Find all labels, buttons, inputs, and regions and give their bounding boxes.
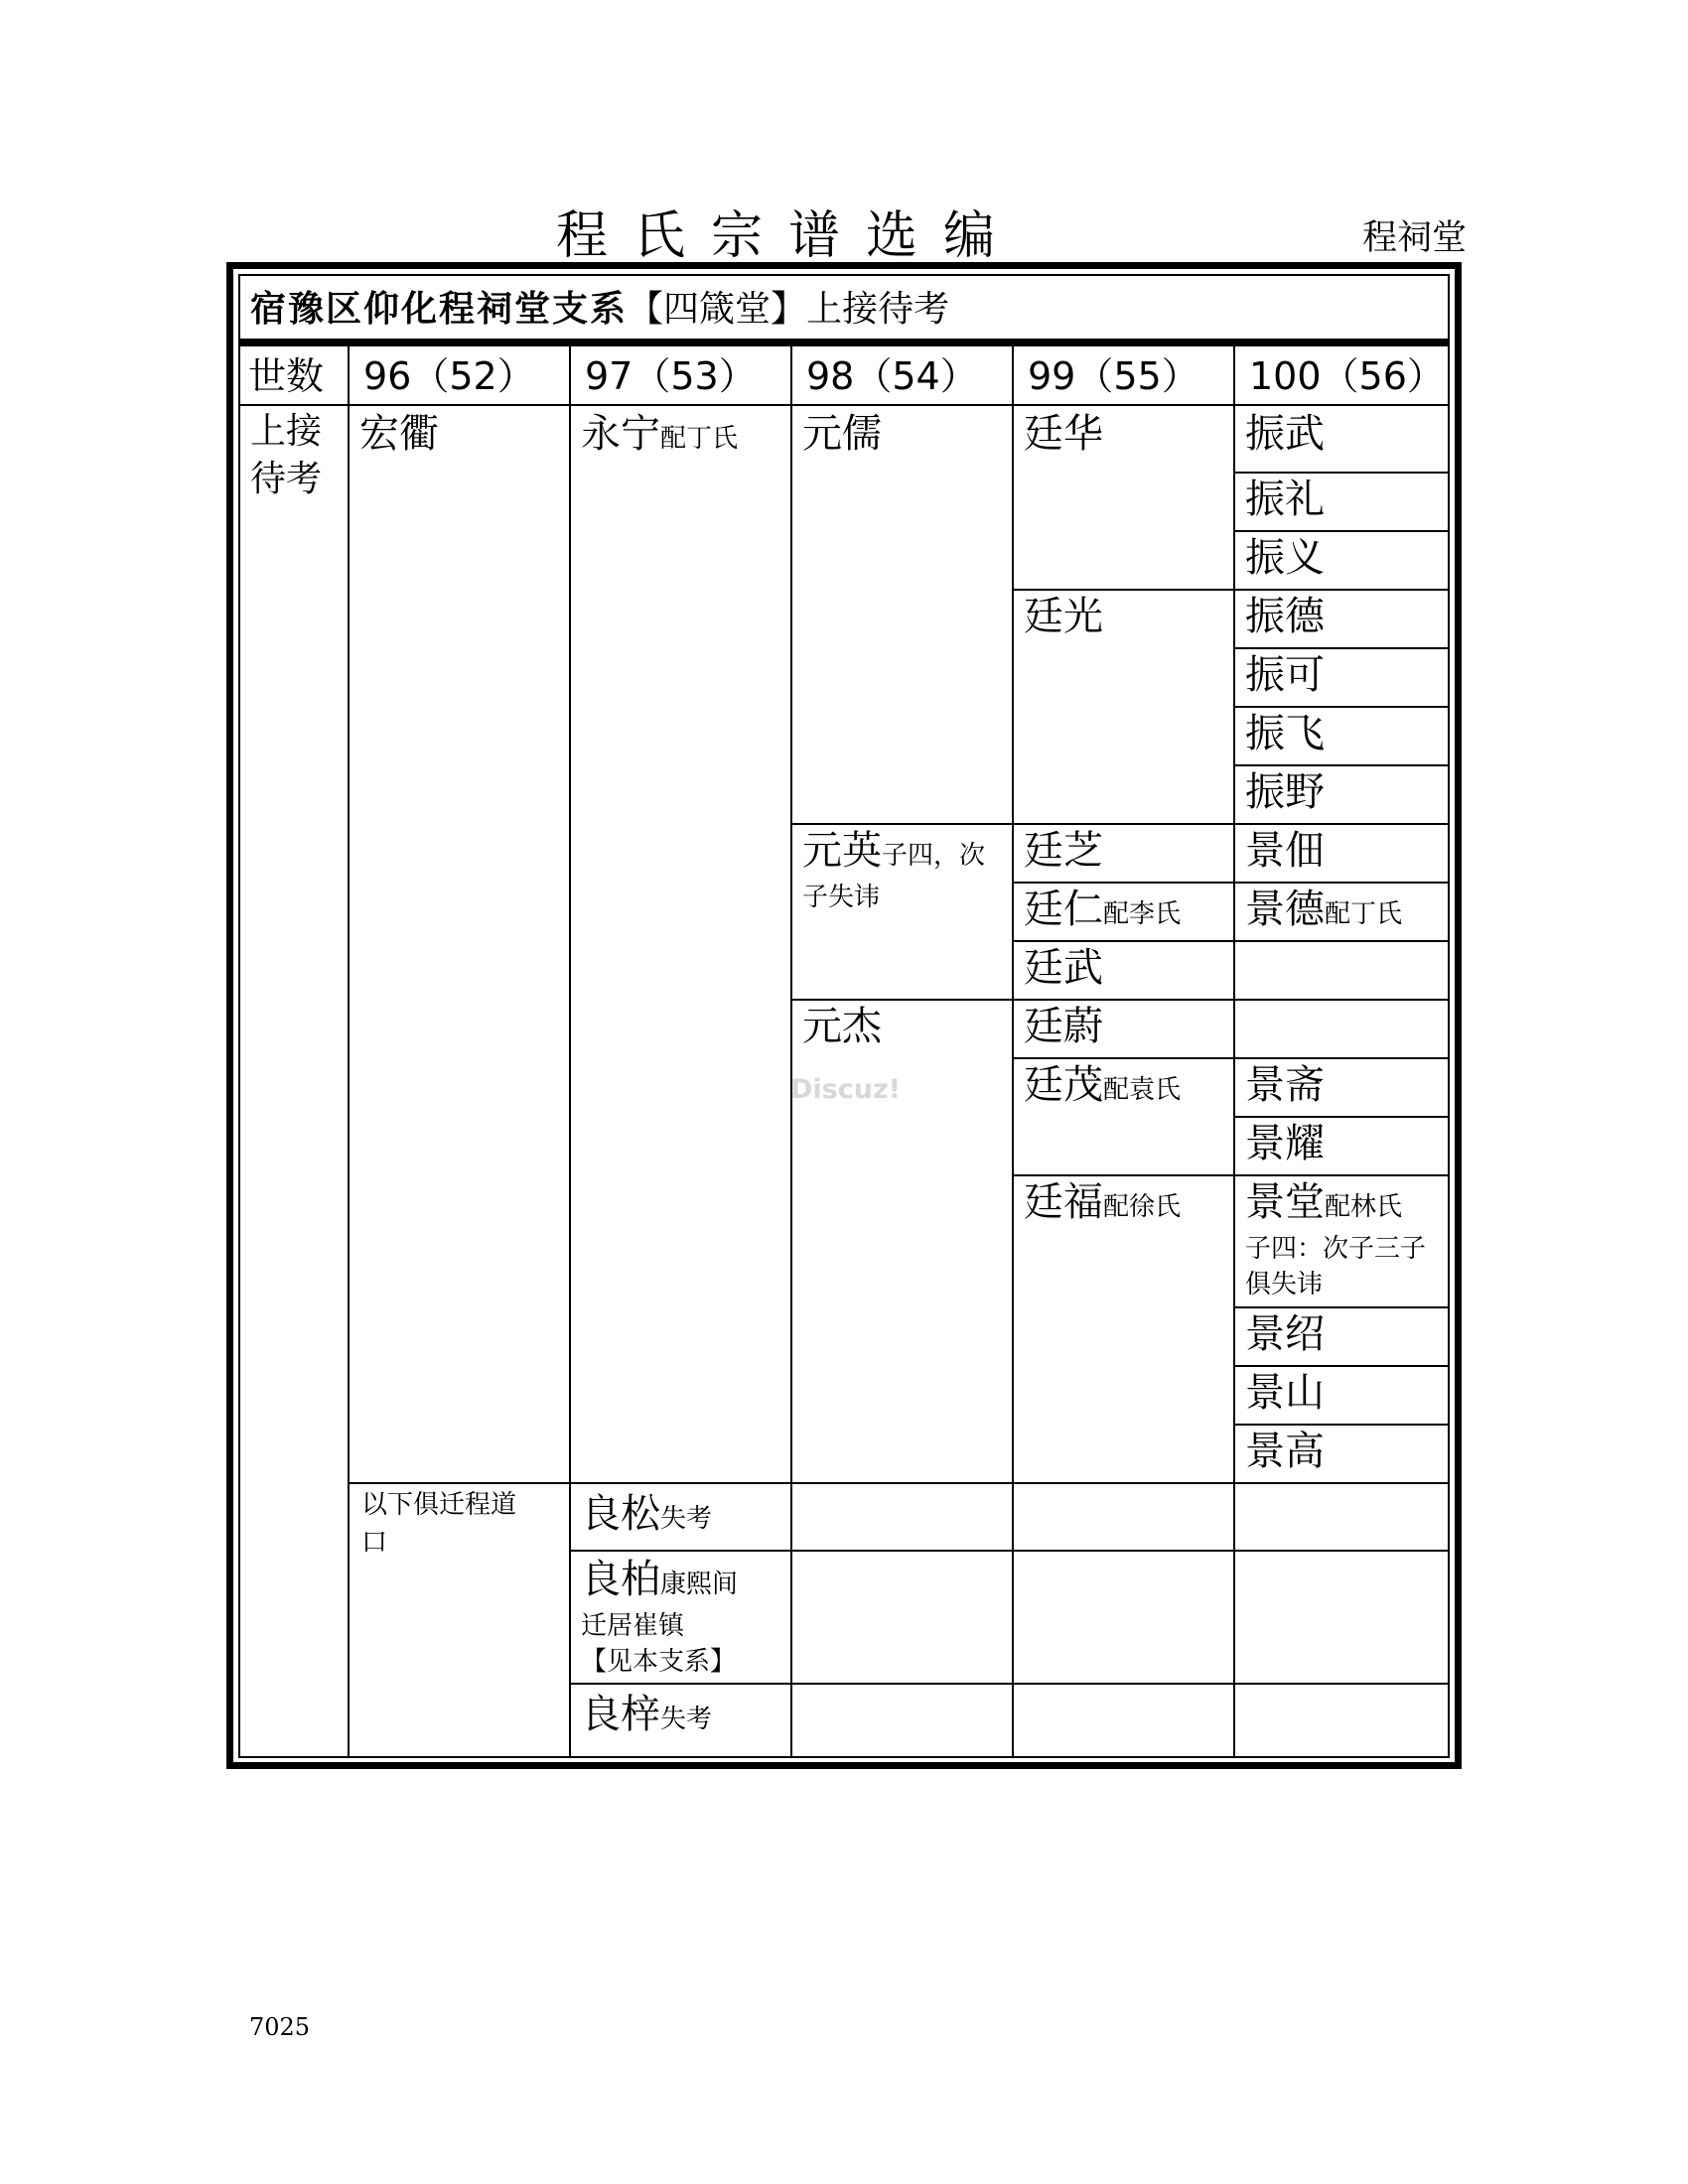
- header-gen-99: 99（55）: [1028, 354, 1199, 398]
- note-line: 口: [361, 1528, 388, 1558]
- person-note: 配林氏: [1325, 1192, 1403, 1222]
- person-g100: 振义: [1245, 535, 1325, 581]
- row-rule: [1013, 589, 1450, 591]
- person-g99: 廷蔚: [1024, 1004, 1103, 1049]
- person-name: 良柏: [581, 1557, 660, 1602]
- person-g100: 景耀: [1245, 1121, 1325, 1166]
- person-g100: 景佃: [1245, 828, 1325, 874]
- row-rule: [1013, 1057, 1450, 1059]
- side-note: [250, 408, 322, 503]
- row-rule: [570, 1683, 1450, 1685]
- row-rule: [1234, 472, 1450, 474]
- person-name: 廷茂: [1024, 1062, 1103, 1108]
- person-g99: [1024, 1061, 1181, 1114]
- bracket-close: 】: [771, 289, 807, 330]
- person-g97: [581, 1490, 712, 1543]
- person-g100: 振德: [1245, 594, 1325, 639]
- note-line: 子失讳: [802, 883, 881, 912]
- person-g100: [1245, 886, 1402, 938]
- column-rule: [1233, 346, 1235, 1756]
- person-g99: [1024, 1178, 1181, 1231]
- row-rule: [1234, 764, 1450, 766]
- person-note: 康熙间: [660, 1570, 739, 1599]
- person-g97: [581, 410, 738, 463]
- person-g98: [802, 827, 985, 915]
- row-rule: [1234, 1306, 1450, 1308]
- person-g100: 景绍: [1245, 1311, 1325, 1357]
- row-rule: [1013, 882, 1450, 884]
- person-g100: 景山: [1245, 1370, 1325, 1416]
- header-gen-96: 96（52）: [363, 354, 535, 398]
- person-name: 景堂: [1245, 1179, 1325, 1225]
- row-rule: [1234, 647, 1450, 649]
- page-number: 7025: [249, 2013, 311, 2041]
- column-rule: [1012, 346, 1014, 1756]
- person-name: 廷仁: [1024, 887, 1103, 932]
- side-note-line: 上接: [250, 411, 323, 452]
- person-note: 配袁氏: [1103, 1075, 1182, 1105]
- row-rule: [570, 1550, 1450, 1552]
- header-rule: [238, 404, 1450, 406]
- header-generation-label: 世数: [248, 354, 325, 398]
- note-line: 以下俱迁程道: [361, 1490, 517, 1520]
- person-g98: 元杰: [802, 1004, 882, 1049]
- watermark: Discuz!: [790, 1074, 901, 1105]
- person-g96: 宏衢: [359, 411, 439, 457]
- row-rule: [1234, 530, 1450, 532]
- person-note: 失考: [660, 1504, 713, 1534]
- row-rule: [1013, 940, 1450, 942]
- row-rule: [1013, 1174, 1450, 1176]
- person-g99: 廷光: [1024, 594, 1103, 639]
- person-note: 配李氏: [1103, 899, 1182, 929]
- person-g100: 振野: [1245, 769, 1325, 815]
- person-g100: 振可: [1245, 652, 1325, 698]
- row-rule: [1234, 1424, 1450, 1426]
- person-name: 元英: [802, 828, 882, 874]
- person-name: 良梓: [581, 1692, 660, 1737]
- person-note: 配徐氏: [1103, 1192, 1182, 1222]
- row-rule: [1234, 706, 1450, 708]
- side-note-line: 待考: [250, 459, 323, 499]
- branch-title: [250, 284, 949, 336]
- person-g100: 振飞: [1245, 711, 1325, 756]
- branch-suffix: 上接待考: [806, 289, 950, 330]
- person-g99: 廷武: [1024, 945, 1103, 991]
- hall-name: 四箴堂: [663, 289, 772, 330]
- page-title: 程氏宗谱选编: [556, 206, 1022, 266]
- person-g97: [581, 1556, 738, 1680]
- hall-label: 程祠堂: [1362, 218, 1468, 258]
- person-g99: [1024, 886, 1181, 938]
- g96-note: [361, 1486, 516, 1562]
- person-g99: 廷华: [1024, 411, 1103, 457]
- note-line: 迁居崔镇: [581, 1611, 685, 1641]
- person-name: 景德: [1245, 887, 1325, 932]
- person-name: 廷福: [1024, 1179, 1103, 1225]
- person-g100: 景斋: [1245, 1062, 1325, 1108]
- header-gen-97: 97（53）: [585, 354, 757, 398]
- column-rule: [569, 346, 571, 1756]
- column-rule: [790, 346, 792, 1756]
- header-gen-100: 100（56）: [1249, 354, 1445, 398]
- row-rule: [791, 999, 1450, 1001]
- note-line: 【见本支系】: [581, 1647, 737, 1677]
- header-gen-98: 98（54）: [806, 354, 978, 398]
- person-g99: 廷芝: [1024, 828, 1103, 874]
- person-g100: 振武: [1245, 411, 1325, 457]
- row-rule: [791, 823, 1450, 825]
- note-line: 子四：次子三子: [1245, 1234, 1427, 1264]
- person-note: 配丁氏: [660, 424, 739, 454]
- person-name: 永宁: [581, 411, 660, 457]
- column-rule: [348, 346, 350, 1756]
- note-line: 俱失讳: [1245, 1270, 1324, 1299]
- row-rule: [1234, 1365, 1450, 1367]
- person-g100: 景高: [1245, 1429, 1325, 1474]
- title-divider: [238, 339, 1450, 346]
- person-name: 良松: [581, 1491, 660, 1537]
- genealogy-table: [238, 346, 1450, 1756]
- person-note: 子四，次: [882, 841, 986, 871]
- row-rule: [348, 1482, 1450, 1484]
- row-rule: [1234, 1116, 1450, 1118]
- bracket-open: 【: [628, 289, 664, 330]
- person-note: 失考: [660, 1705, 713, 1734]
- person-g98: 元儒: [802, 411, 882, 457]
- person-g100: 振礼: [1245, 477, 1325, 522]
- person-g97: [581, 1691, 712, 1743]
- branch-place: 宿豫区仰化程祠堂支系: [250, 289, 629, 330]
- person-note: 配丁氏: [1325, 899, 1403, 929]
- person-g100: [1245, 1178, 1426, 1302]
